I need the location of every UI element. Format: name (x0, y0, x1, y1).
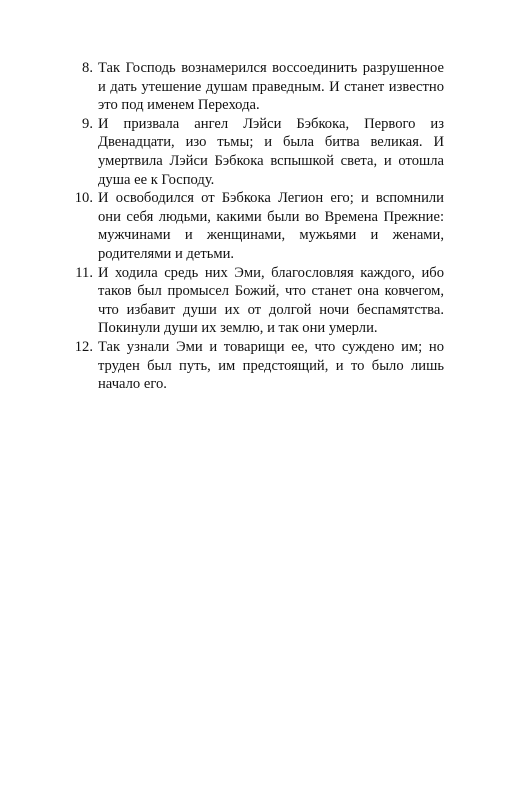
verse-text: Так узнали Эми и товарищи ее, что суждено им; но труден был путь, им предстоящий, и то было лишь начало его. (98, 338, 444, 393)
verse-text: И призвала ангел Лэйси Бэбкока, Первого из Двенадцати, изо тьмы; и была битва великая. И умертвила Лэйси Бэбкока вспышкой света, и отошла душа ее к Господу. (98, 115, 444, 188)
verse-item (72, 115, 444, 189)
verse-text: Так Господь вознамерился воссоединить разрушенное и дать утешение душам праведным. И станет известно это под именем Перехода. (98, 60, 444, 114)
verse-item (72, 59, 444, 115)
verse-number: 11. (75, 264, 93, 281)
verse-number: 8. (82, 60, 93, 76)
verse-list (72, 59, 444, 394)
verse-number: 9. (82, 115, 93, 132)
verse-text: И освободился от Бэбкока Легион его; и вспомнили они себя людьми, какими были во Времена Прежние: мужчинами и женщинами, мужьями и женами, родителями и детьми. (98, 190, 444, 262)
verse-item (72, 264, 444, 338)
verse-number: 12. (74, 338, 93, 355)
verse-item (72, 189, 444, 263)
verse-number: 10. (74, 190, 93, 207)
verse-text: И ходила средь них Эми, благословляя каждого, ибо таков был промысел Божий, что станет она ковчегом, что избавит души их от долгой ночи беспамятства. Покинули души их землю, и так они умерли. (98, 264, 444, 337)
verse-item (72, 338, 444, 394)
